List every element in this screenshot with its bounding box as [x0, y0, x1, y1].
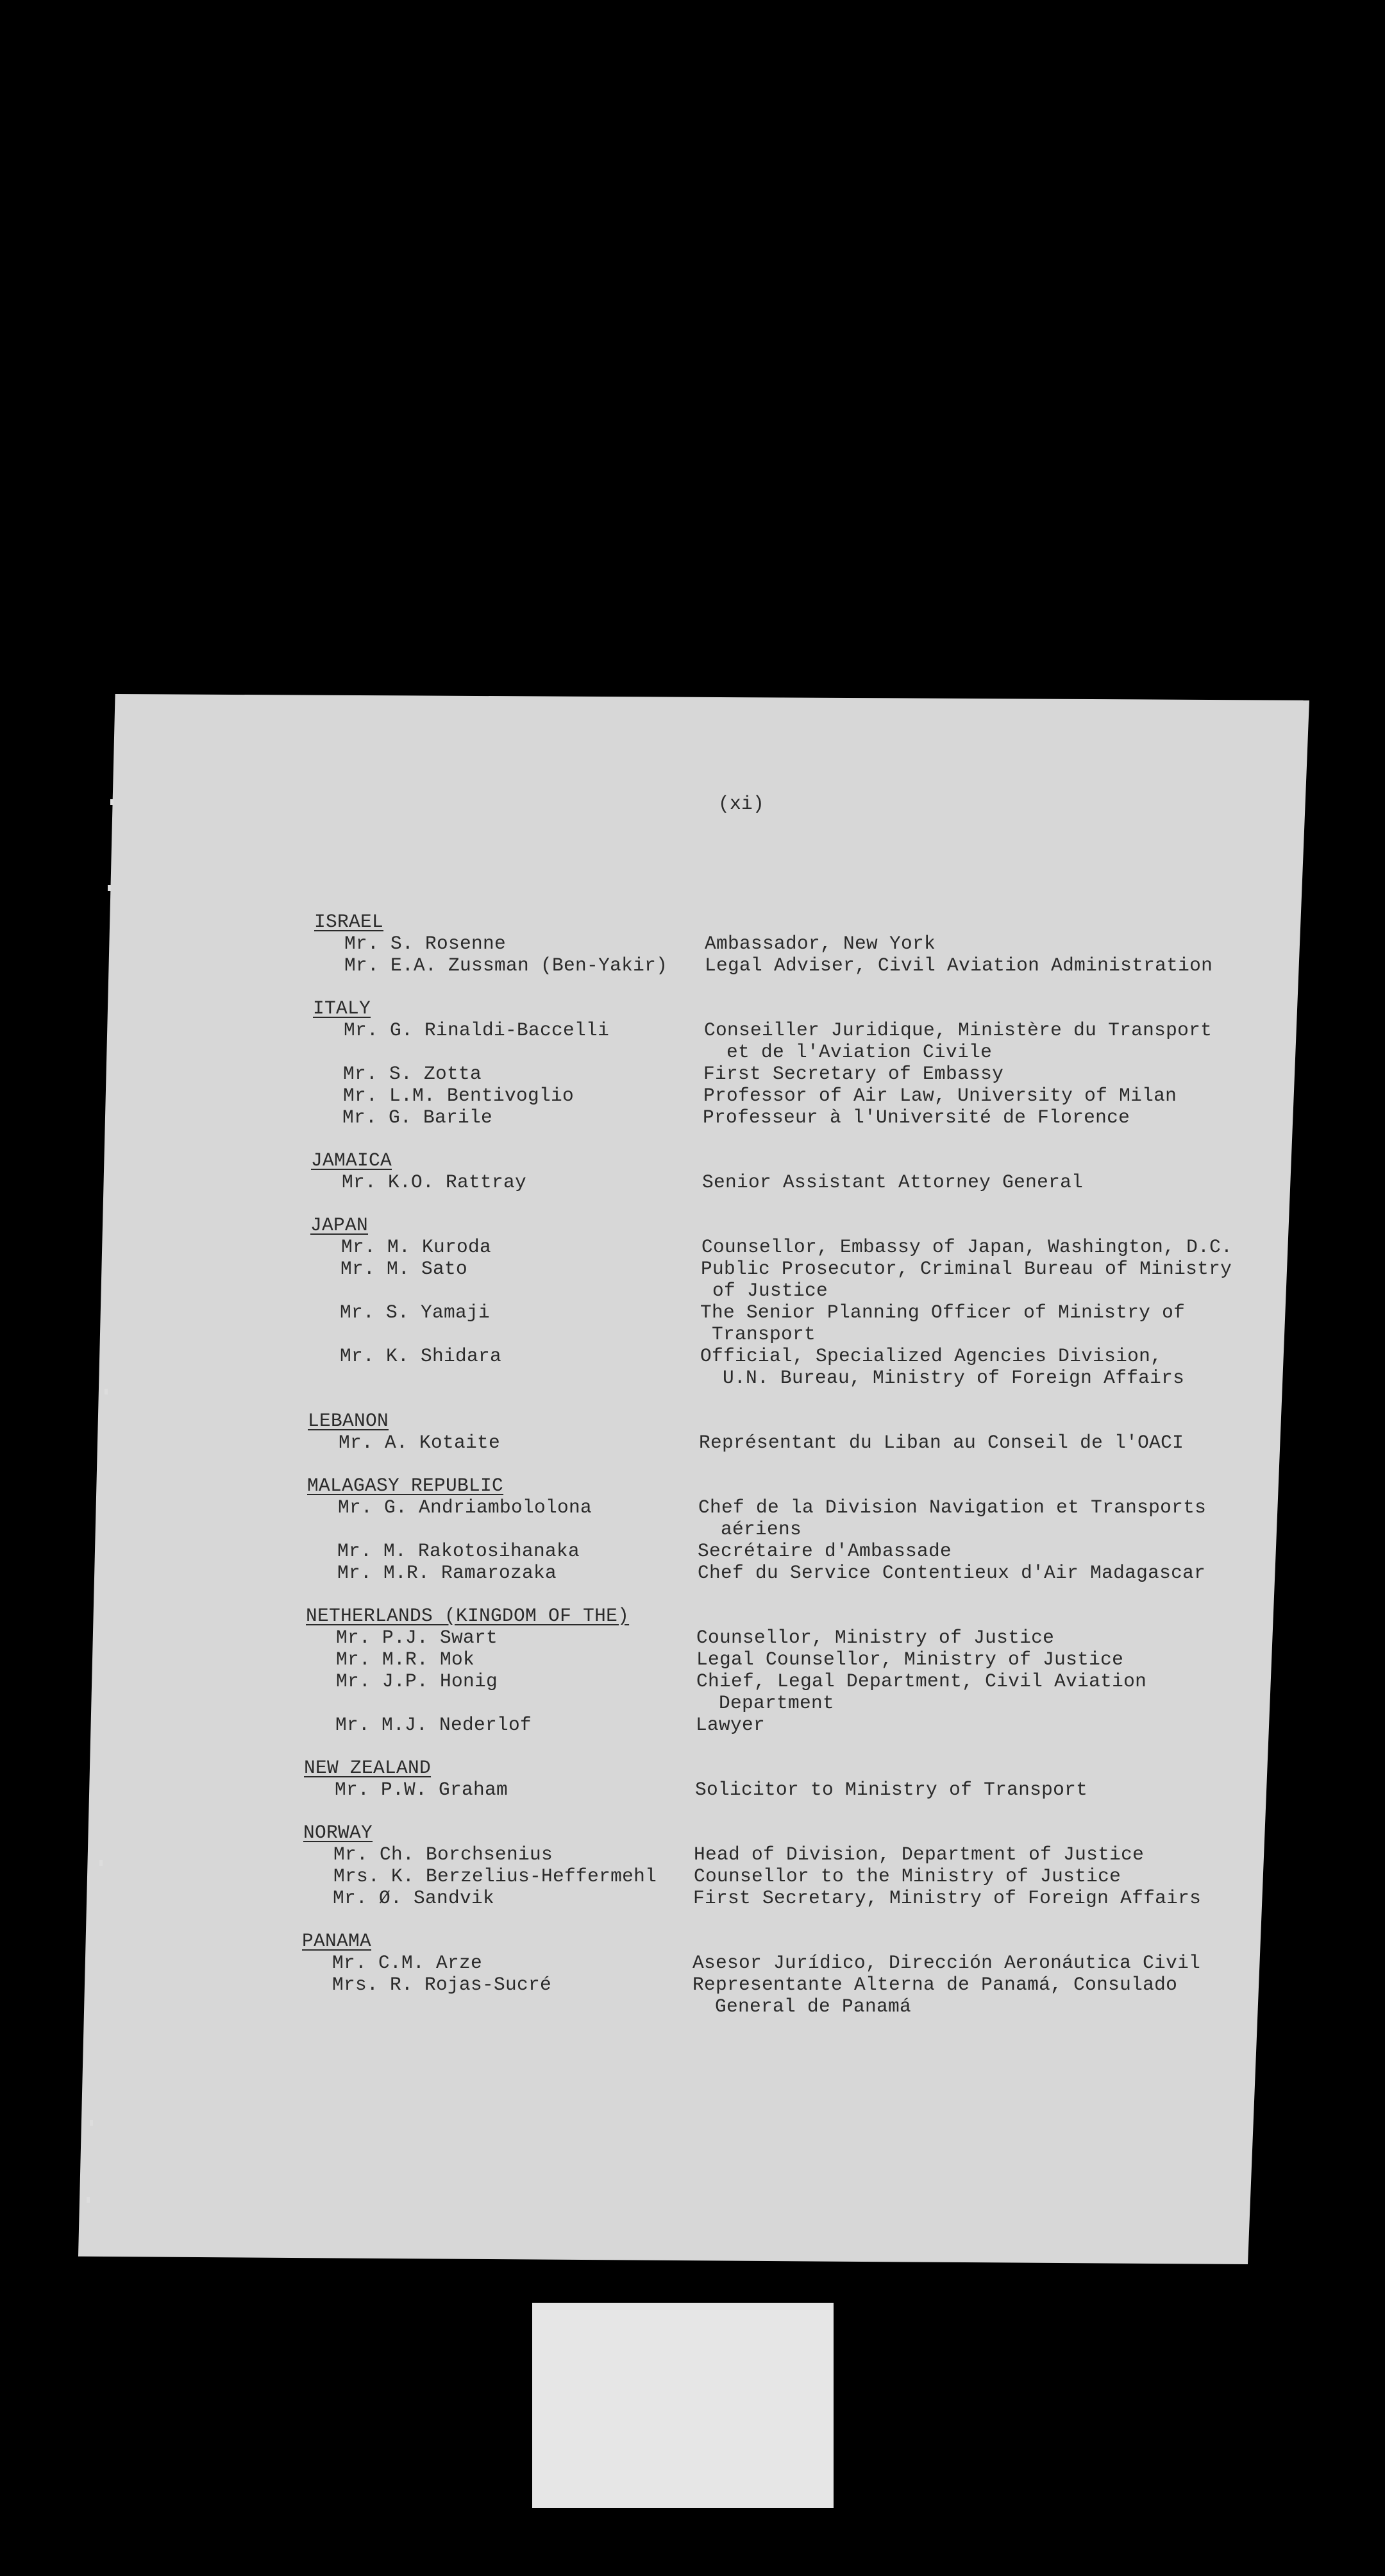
delegate-name: Mr. S. Yamaji	[340, 1301, 491, 1323]
country-heading: PANAMA	[302, 1930, 372, 1952]
delegate-name: Mr. M. Kuroda	[341, 1236, 492, 1258]
delegate-title: Lawyer	[696, 1714, 766, 1736]
country-heading: NETHERLANDS (KINGDOM OF THE)	[306, 1605, 630, 1627]
delegate-title: Department	[696, 1692, 835, 1714]
delegate-name: Mr. M. Rakotosihanaka	[337, 1540, 580, 1562]
delegate-name: Mrs. R. Rojas-Sucré	[332, 1974, 552, 1996]
delegate-title: Chef de la Division Navigation et Transports	[698, 1496, 1207, 1518]
delegate-title: Secrétaire d'Ambassade	[698, 1540, 952, 1562]
delegate-title: The Senior Planning Officer of Ministry of	[700, 1301, 1186, 1323]
scan-mark	[87, 2197, 90, 2203]
white-card	[532, 2303, 834, 2508]
country-heading: ISRAEL	[314, 911, 384, 933]
delegate-title: Legal Adviser, Civil Aviation Administration	[705, 954, 1213, 976]
delegate-title: Professor of Air Law, University of Milan	[703, 1085, 1177, 1106]
country-heading: JAPAN	[310, 1214, 369, 1236]
delegate-title: Counsellor, Ministry of Justice	[696, 1627, 1055, 1648]
country-heading: NORWAY	[303, 1822, 373, 1843]
delegate-title: U.N. Bureau, Ministry of Foreign Affairs	[700, 1367, 1185, 1389]
delegate-title: aériens	[698, 1518, 802, 1540]
delegate-name: Mr. G. Rinaldi-Baccelli	[344, 1019, 610, 1041]
delegate-title: Counsellor, Embassy of Japan, Washington, D.C.	[701, 1236, 1233, 1258]
delegate-title: Asesor Jurídico, Dirección Aeronáutica Civil	[692, 1952, 1201, 1974]
delegate-name: Mr. C.M. Arze	[332, 1952, 483, 1974]
delegate-name: Mr. M.R. Mok	[336, 1648, 475, 1670]
delegate-title: Representante Alterna de Panamá, Consulado	[692, 1974, 1178, 1996]
delegate-name: Mr. M.R. Ramarozaka	[337, 1562, 557, 1584]
delegate-name: Mr. E.A. Zussman (Ben-Yakir)	[344, 954, 668, 976]
delegate-title: Legal Counsellor, Ministry of Justice	[696, 1648, 1124, 1670]
scan-mark	[99, 1860, 103, 1866]
scan-mark	[105, 1389, 108, 1394]
delegate-title: Counsellor to the Ministry of Justice	[694, 1865, 1121, 1887]
country-heading: MALAGASY REPUBLIC	[307, 1475, 504, 1496]
delegate-name: Mr. M. Sato	[340, 1258, 468, 1280]
delegate-title: Senior Assistant Attorney General	[702, 1171, 1084, 1193]
scan-mark	[90, 2120, 93, 2126]
delegate-title: Solicitor to Ministry of Transport	[695, 1779, 1088, 1801]
delegate-title: Chef du Service Contentieux d'Air Madagascar	[698, 1562, 1206, 1584]
delegate-title: Ambassador, New York	[705, 933, 936, 954]
delegate-title: of Justice	[701, 1280, 828, 1301]
delegate-name: Mr. J.P. Honig	[336, 1670, 498, 1692]
delegate-title: Official, Specialized Agencies Division,	[700, 1345, 1163, 1367]
delegate-name: Mrs. K. Berzelius-Heffermehl	[333, 1865, 657, 1887]
delegate-title: Professeur à l'Université de Florence	[703, 1106, 1130, 1128]
page-number: (xi)	[718, 793, 765, 815]
delegate-title: Public Prosecutor, Criminal Bureau of Ministry	[701, 1258, 1232, 1280]
delegate-title: Conseiller Juridique, Ministère du Transport	[704, 1019, 1213, 1041]
delegate-name: Mr. M.J. Nederlof	[335, 1714, 532, 1736]
delegate-name: Mr. K.O. Rattray	[342, 1171, 527, 1193]
country-heading: JAMAICA	[311, 1149, 392, 1171]
delegate-title: Head of Division, Department of Justice	[694, 1843, 1145, 1865]
delegate-title: General de Panamá	[692, 1996, 912, 2017]
delegate-name: Mr. P.J. Swart	[336, 1627, 498, 1648]
document-page	[78, 694, 1309, 2264]
delegate-title: Transport	[700, 1323, 816, 1345]
scan-mark	[108, 885, 111, 891]
country-heading: LEBANON	[308, 1410, 389, 1432]
delegate-name: Mr. Ø. Sandvik	[333, 1887, 495, 1909]
delegate-name: Mr. P.W. Graham	[335, 1779, 508, 1801]
delegate-name: Mr. Ch. Borchsenius	[333, 1843, 553, 1865]
delegate-title: Chief, Legal Department, Civil Aviation	[696, 1670, 1147, 1692]
delegate-name: Mr. G. Andriambololona	[338, 1496, 592, 1518]
country-heading: ITALY	[313, 997, 371, 1019]
scan-mark	[110, 799, 113, 805]
delegate-name: Mr. S. Zotta	[343, 1063, 482, 1085]
delegate-name: Mr. A. Kotaite	[339, 1432, 501, 1453]
delegate-name: Mr. K. Shidara	[340, 1345, 502, 1367]
delegate-title: et de l'Aviation Civile	[703, 1041, 993, 1063]
delegate-title: First Secretary, Ministry of Foreign Affairs	[693, 1887, 1202, 1909]
country-heading: NEW ZEALAND	[304, 1757, 432, 1779]
delegate-name: Mr. G. Barile	[342, 1106, 493, 1128]
delegate-name: Mr. S. Rosenne	[344, 933, 507, 954]
delegate-title: First Secretary of Embassy	[703, 1063, 1004, 1085]
delegate-title: Représentant du Liban au Conseil de l'OACI	[699, 1432, 1184, 1453]
delegate-name: Mr. L.M. Bentivoglio	[343, 1085, 575, 1106]
